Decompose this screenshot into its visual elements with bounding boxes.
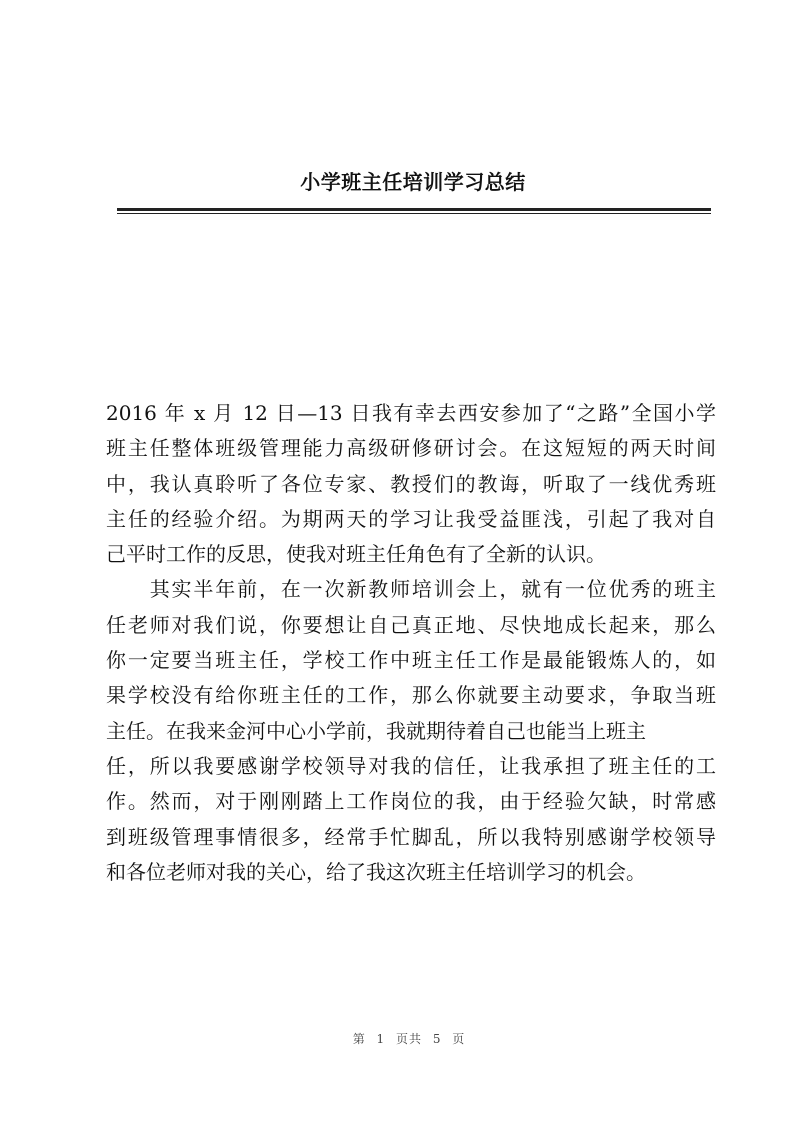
- text-line: 果学校没有给你班主任的工作，那么你就要主动要求，争取当班: [106, 683, 716, 708]
- document-body: [106, 396, 716, 890]
- text-line: 主任的经验介绍。为期两天的学习让我受益匪浅，引起了我对自: [106, 506, 716, 531]
- paragraph: [106, 572, 716, 890]
- text-line: 任老师对我们说，你要想让自己真正地、尽快地成长起来，那么: [106, 612, 716, 637]
- text-line: 其实半年前，在一次新教师培训会上，就有一位优秀的班主: [106, 577, 716, 602]
- text-line: 己平时工作的反思，使我对班主任角色有了全新的认识。: [106, 542, 606, 567]
- text-line: 中，我认真聆听了各位专家、教授们的教诲，听取了一线优秀班: [106, 471, 716, 496]
- text-line: 2016 年 x 月 12 日—13 日我有幸去西安参加了“之路”全国小学: [106, 401, 716, 425]
- text-line: 班主任整体班级管理能力高级研修研讨会。在这短短的两天时间: [106, 436, 716, 461]
- text-line: 作。然而，对于刚刚踏上工作岗位的我，由于经验欠缺，时常感: [106, 789, 716, 814]
- document-title: 小学班主任培训学习总结: [300, 170, 526, 194]
- text-line: 到班级管理事情很多，经常手忙脚乱，所以我特别感谢学校领导: [106, 824, 716, 849]
- text-line: 你一定要当班主任，学校工作中班主任工作是最能锻炼人的，如: [106, 648, 716, 673]
- text-line: 任，所以我要感谢学校领导对我的信任，让我承担了班主任的工: [106, 753, 716, 778]
- paragraph: [106, 396, 716, 572]
- text-line: 主任。在我来金河中心小学前，我就期待着自己也能当上班主: [106, 718, 646, 743]
- title-divider: [117, 208, 711, 211]
- text-line: 和各位老师对我的关心，给了我这次班主任培训学习的机会。: [106, 859, 646, 884]
- title-divider-thin: [117, 213, 711, 214]
- page-footer: 第 1 页共 5 页: [352, 1032, 466, 1046]
